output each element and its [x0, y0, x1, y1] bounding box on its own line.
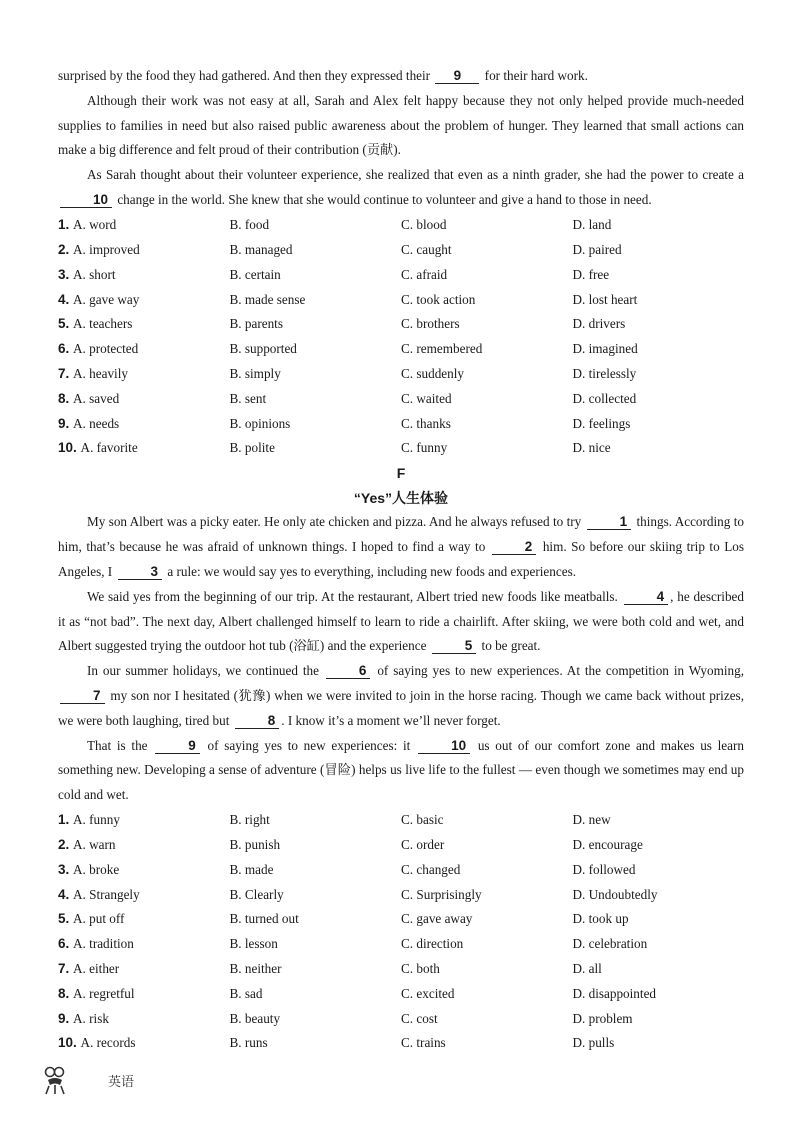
option-text: B. Clearly [229, 886, 284, 902]
option-b[interactable] [230, 986, 402, 1002]
option-text: A. protected [73, 341, 139, 357]
passage-text: That is the [87, 737, 154, 753]
option-a[interactable]: 5. A. teachers [58, 316, 133, 332]
option-d[interactable] [573, 862, 745, 878]
option-text: C. suddenly [401, 365, 465, 381]
answer-blank[interactable]: 10 [418, 739, 470, 754]
option-text: A. warn [73, 837, 116, 853]
option-d[interactable] [573, 316, 745, 332]
option-text: C. direction [401, 936, 464, 952]
option-row [58, 1031, 744, 1056]
option-b[interactable] [230, 341, 402, 357]
option-text: C. funny [401, 440, 448, 456]
option-c[interactable] [401, 391, 573, 407]
option-text: B. sent [229, 390, 267, 406]
option-text: A. either [73, 961, 120, 977]
option-text: B. opinions [229, 415, 291, 431]
passage-text: things. According to him, that’s because he was afraid of unknown things. I hoped to find a way to [58, 514, 744, 555]
question-number: 4 [58, 291, 66, 307]
option-text: B. parents [229, 316, 283, 332]
option-d[interactable] [573, 1011, 745, 1027]
option-row [58, 312, 744, 337]
passage-text: to be great. [478, 638, 541, 654]
option-text: B. managed [229, 241, 293, 257]
option-d[interactable] [573, 217, 745, 233]
question-number: 4 [58, 886, 66, 902]
option-d[interactable] [573, 837, 745, 853]
option-text: A. improved [73, 241, 140, 257]
passage-text: him. So before our skiing trip to Los Angeles, I [58, 539, 744, 579]
option-text: C. order [401, 837, 445, 853]
question-number: 6 [58, 936, 66, 952]
passage-text: In our summer holidays, we continued the [87, 663, 324, 679]
option-text: C. thanks [401, 415, 451, 431]
option-a[interactable]: 7. A. either [58, 961, 120, 977]
option-b[interactable] [230, 1011, 402, 1027]
option-b[interactable] [230, 440, 402, 456]
option-d[interactable] [573, 292, 745, 308]
option-text: D. feelings [572, 415, 631, 431]
option-a[interactable]: 4. A. gave way [58, 291, 140, 307]
option-b[interactable] [230, 862, 402, 878]
option-text: A. teachers [73, 316, 133, 332]
option-text: B. turned out [229, 911, 299, 927]
section-title: “Yes”人生体验 [353, 489, 449, 506]
option-b[interactable] [230, 217, 402, 233]
option-c[interactable] [401, 366, 573, 382]
option-text: B. food [229, 217, 270, 233]
option-text: A. risk [73, 1010, 109, 1026]
passage-text: Although their work was not easy at all, Sarah and Alex felt happy because they not only helped provide much-needed supplies to families in need but also raised public awareness about the problem of hunger. They learned that small actions can make a big difference and felt proud of their contribution (贡献). [58, 92, 744, 158]
option-text: D. Undoubtedly [572, 886, 658, 902]
option-row [58, 907, 744, 932]
option-a[interactable]: 1. A. word [58, 217, 117, 233]
option-c[interactable] [401, 440, 573, 456]
option-text: A. funny [73, 812, 120, 828]
answer-blank[interactable]: 9 [155, 739, 200, 754]
option-a[interactable]: 10. A. records [58, 1035, 136, 1051]
option-text: B. lesson [229, 936, 278, 952]
option-a[interactable]: 3. A. short [58, 266, 116, 282]
passage-paragraph [58, 64, 744, 89]
option-c[interactable] [401, 1035, 573, 1051]
option-row [58, 858, 744, 883]
option-text: A. heavily [73, 365, 128, 381]
option-d[interactable] [573, 391, 745, 407]
option-text: B. runs [229, 1035, 268, 1051]
passage-paragraph [58, 659, 744, 733]
passage-text: change in the world. She knew that she would continue to volunteer and give a hand to those in need. [114, 191, 652, 207]
option-row [58, 808, 744, 833]
option-text: B. neither [229, 961, 282, 977]
option-row [58, 362, 744, 387]
option-row [58, 436, 744, 461]
option-text: D. collected [572, 390, 637, 406]
question-number: 6 [58, 341, 66, 357]
option-text: D. paired [572, 241, 622, 257]
answer-blank[interactable]: 10 [60, 193, 112, 208]
answer-blank[interactable]: 1 [587, 515, 632, 530]
option-row [58, 337, 744, 362]
option-a[interactable]: 9. A. needs [58, 415, 120, 431]
option-d[interactable] [573, 341, 745, 357]
option-a[interactable]: 2. A. improved [58, 241, 140, 257]
option-row [58, 262, 744, 287]
option-text: A. regretful [73, 985, 135, 1001]
passage-text: We said yes from the beginning of our trip. At the restaurant, Albert tried new foods like meatballs. [87, 588, 622, 604]
option-text: C. Surprisingly [401, 886, 482, 902]
option-c[interactable] [401, 837, 573, 853]
option-a[interactable]: 5. A. put off [58, 911, 125, 927]
answer-blank[interactable]: 9 [435, 69, 479, 84]
option-text: D. encourage [572, 837, 643, 853]
option-text: D. disappointed [572, 985, 657, 1001]
option-text: D. all [572, 961, 602, 977]
worksheet-page [58, 64, 744, 1056]
option-row [58, 386, 744, 411]
answer-blank[interactable]: 8 [235, 714, 280, 729]
section-letter: F [396, 464, 406, 481]
option-text: C. took action [401, 291, 476, 307]
passage-text: of saying yes to new experiences. At the competition in Wyoming, [372, 663, 744, 679]
question-number: 7 [58, 365, 66, 381]
option-b[interactable] [230, 416, 402, 432]
option-b[interactable] [230, 936, 402, 952]
passage-text: of saying yes to new experiences: it [201, 737, 417, 753]
question-number: 3 [58, 861, 66, 877]
question-number: 1 [58, 812, 66, 828]
option-text: A. favorite [80, 440, 138, 456]
option-text: C. gave away [401, 911, 473, 927]
passage-paragraph [58, 510, 744, 584]
option-b[interactable] [230, 366, 402, 382]
option-row [58, 882, 744, 907]
option-text: B. right [229, 812, 270, 828]
option-c[interactable] [401, 316, 573, 332]
option-a[interactable]: 4. A. Strangely [58, 886, 140, 902]
option-a[interactable]: 6. A. protected [58, 341, 139, 357]
option-text: B. polite [229, 440, 275, 456]
option-a[interactable]: 7. A. heavily [58, 365, 128, 381]
option-row [58, 213, 744, 238]
option-text: A. Strangely [73, 886, 140, 902]
option-a[interactable]: 8. A. saved [58, 390, 120, 406]
option-text: C. changed [401, 861, 461, 877]
option-text: A. records [80, 1035, 136, 1051]
option-text: B. beauty [229, 1010, 281, 1026]
option-text: D. drivers [572, 316, 626, 332]
passage-text: a rule: we would say yes to everything, including new foods and experiences. [164, 563, 577, 579]
option-d[interactable] [573, 961, 745, 977]
question-number: 2 [58, 241, 66, 257]
question-number: 10 [58, 440, 74, 456]
option-text: A. put off [73, 911, 125, 927]
passage-paragraph [58, 585, 744, 659]
option-text: D. followed [572, 861, 636, 877]
answer-blank[interactable]: 7 [60, 689, 105, 704]
passage-paragraph [58, 89, 744, 163]
option-d[interactable] [573, 366, 745, 382]
option-text: D. nice [572, 440, 611, 456]
option-d[interactable] [573, 911, 745, 927]
option-text: C. both [401, 961, 440, 977]
passage-paragraph [58, 734, 744, 808]
option-text: C. basic [401, 812, 444, 828]
option-b[interactable] [230, 1035, 402, 1051]
passage-text: my son nor I hesitated (犹豫) when we were invited to join in the horse racing. Though we came back without prizes, we were both laughing, tired but [58, 687, 744, 728]
option-a[interactable]: 8. A. regretful [58, 985, 135, 1001]
option-c[interactable] [401, 812, 573, 828]
passage-paragraph [58, 163, 744, 213]
option-text: D. land [572, 217, 612, 233]
option-a[interactable]: 9. A. risk [58, 1010, 109, 1026]
option-row [58, 238, 744, 263]
passage-text: for their hard work. [481, 68, 588, 83]
option-text: D. new [572, 812, 611, 828]
option-b[interactable] [230, 267, 402, 283]
answer-blank[interactable]: 5 [432, 639, 477, 654]
option-c[interactable] [401, 217, 573, 233]
option-b[interactable] [230, 961, 402, 977]
option-a[interactable]: 1. A. funny [58, 812, 120, 828]
option-text: A. word [73, 217, 117, 233]
question-number: 8 [58, 985, 66, 1001]
option-text: C. afraid [401, 266, 448, 282]
option-c[interactable] [401, 267, 573, 283]
option-text: D. celebration [572, 936, 648, 952]
option-c[interactable] [401, 1011, 573, 1027]
option-c[interactable] [401, 341, 573, 357]
option-d[interactable] [573, 440, 745, 456]
question-number: 9 [58, 1010, 66, 1026]
option-c[interactable] [401, 986, 573, 1002]
option-text: B. made [229, 861, 274, 877]
question-number: 5 [58, 911, 66, 927]
answer-blank[interactable]: 3 [118, 565, 163, 580]
answer-blank[interactable]: 2 [492, 540, 537, 555]
option-c[interactable] [401, 911, 573, 927]
option-a[interactable]: 3. A. broke [58, 861, 120, 877]
section-e-options [58, 213, 744, 461]
section-f-options [58, 808, 744, 1056]
section-e-passage [58, 64, 744, 213]
option-text: C. trains [401, 1035, 446, 1051]
option-d[interactable] [573, 1035, 745, 1051]
option-text: D. free [572, 266, 610, 282]
option-text: C. waited [401, 390, 452, 406]
option-text: C. remembered [401, 341, 483, 357]
option-row [58, 833, 744, 858]
option-text: C. blood [401, 217, 447, 233]
option-text: B. supported [229, 341, 297, 357]
option-text: A. tradition [73, 936, 134, 952]
option-text: B. punish [229, 837, 281, 853]
option-row [58, 411, 744, 436]
option-c[interactable] [401, 242, 573, 258]
option-c[interactable] [401, 887, 573, 903]
option-text: A. broke [73, 861, 120, 877]
option-text: D. imagined [572, 341, 638, 357]
passage-text: surprised by the food they had gathered. And then they expressed their [58, 68, 434, 83]
option-a[interactable]: 2. A. warn [58, 837, 116, 853]
option-row [58, 981, 744, 1006]
passage-text: . I know it’s a moment we’ll never forget. [281, 712, 501, 728]
option-d[interactable] [573, 267, 745, 283]
passage-text: us out of our comfort zone and makes us learn something new. Developing a sense of adventure (冒险) helps us live life to the fullest — even though we sometimes may end up cold and wet. [58, 737, 745, 803]
passage-text: My son Albert was a picky eater. He only ate chicken and pizza. And he always refused to try [87, 514, 585, 530]
option-d[interactable] [573, 887, 745, 903]
question-number: 8 [58, 390, 66, 406]
section-f-passage [58, 510, 744, 808]
option-d[interactable] [573, 936, 745, 952]
option-text: C. caught [401, 241, 452, 257]
question-number: 2 [58, 837, 66, 853]
option-text: B. sad [229, 985, 263, 1001]
option-text: D. pulls [572, 1035, 615, 1051]
option-b[interactable] [230, 812, 402, 828]
page-number-logo-icon [44, 1066, 64, 1094]
answer-blank[interactable]: 4 [624, 590, 669, 605]
option-d[interactable] [573, 416, 745, 432]
question-number: 7 [58, 961, 66, 977]
page-footer [44, 1066, 134, 1094]
footer-subject: 英语 [108, 1074, 135, 1090]
option-c[interactable] [401, 936, 573, 952]
passage-text: , he described it as “not bad”. The next day, Albert challenged himself to learn to ride a chairlift. After skiing, we were both cold and wet, and Albert suggested trying the outdoor hot tub (浴缸) and the experience [58, 588, 744, 654]
question-number: 5 [58, 316, 66, 332]
option-d[interactable] [573, 812, 745, 828]
option-b[interactable] [230, 292, 402, 308]
option-text: B. simply [229, 365, 281, 381]
option-b[interactable] [230, 911, 402, 927]
answer-blank[interactable]: 6 [326, 664, 371, 679]
question-number: 3 [58, 266, 66, 282]
option-text: A. short [73, 266, 116, 282]
option-text: D. tirelessly [572, 365, 637, 381]
option-b[interactable] [230, 316, 402, 332]
option-text: C. cost [401, 1010, 438, 1026]
passage-text: As Sarah thought about their volunteer experience, she realized that even as a ninth grader, she had the power to create a [87, 167, 744, 183]
question-number: 10 [58, 1035, 74, 1051]
option-c[interactable] [401, 292, 573, 308]
option-text: D. lost heart [572, 291, 638, 307]
option-text: B. certain [229, 266, 281, 282]
option-b[interactable] [230, 837, 402, 853]
option-b[interactable] [230, 391, 402, 407]
option-a[interactable]: 6. A. tradition [58, 936, 134, 952]
option-text: A. needs [73, 415, 120, 431]
option-d[interactable] [573, 242, 745, 258]
option-b[interactable] [230, 242, 402, 258]
option-text: D. took up [572, 911, 629, 927]
option-text: A. gave way [73, 291, 140, 307]
option-c[interactable] [401, 862, 573, 878]
option-text: B. made sense [229, 291, 306, 307]
question-number: 1 [58, 217, 66, 233]
option-c[interactable] [401, 416, 573, 432]
option-row [58, 957, 744, 982]
option-text: C. excited [401, 985, 455, 1001]
option-row [58, 1006, 744, 1031]
option-c[interactable] [401, 961, 573, 977]
option-d[interactable] [573, 986, 745, 1002]
option-row [58, 287, 744, 312]
question-number: 9 [58, 415, 66, 431]
option-text: C. brothers [401, 316, 460, 332]
option-a[interactable]: 10. A. favorite [58, 440, 138, 456]
option-b[interactable] [230, 887, 402, 903]
option-row [58, 932, 744, 957]
option-text: D. problem [572, 1010, 633, 1026]
option-text: A. saved [73, 390, 120, 406]
